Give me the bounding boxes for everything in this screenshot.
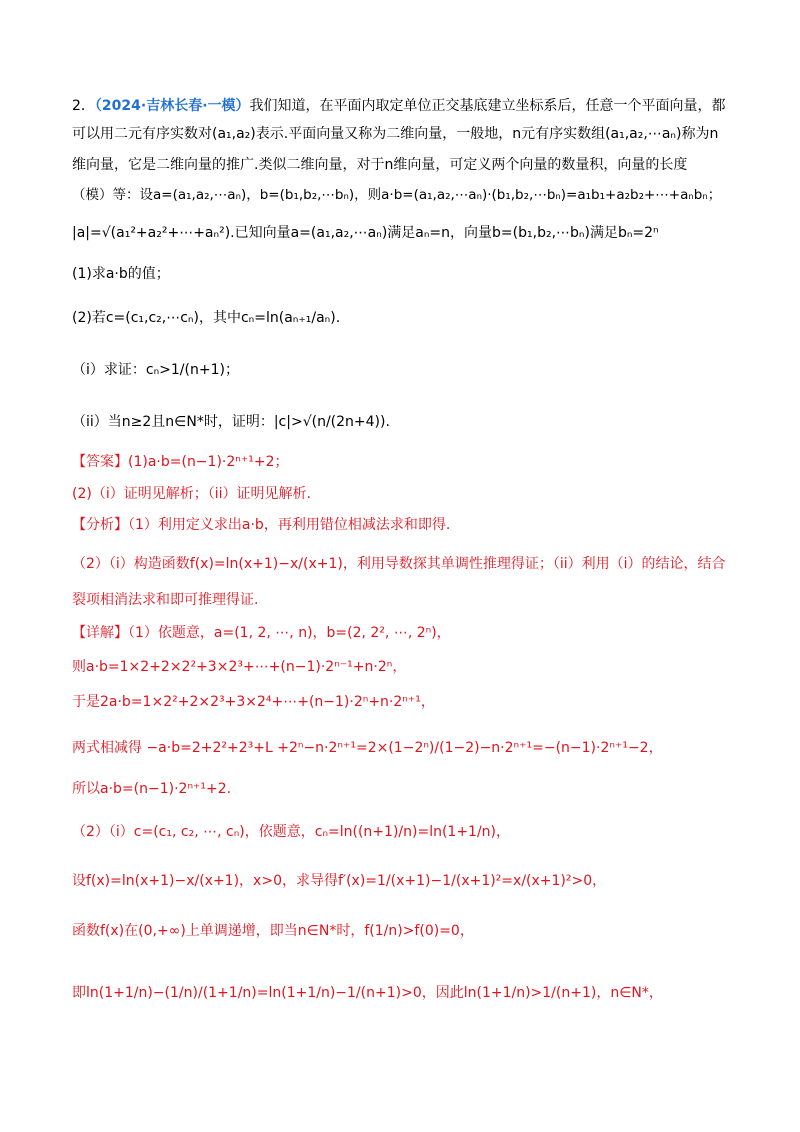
detail-line-2: 则a·b=1×2+2×2²+3×2³+⋯+(n−1)·2ⁿ⁻¹+n·2ⁿ， xyxy=(72,659,407,675)
problem-line-3: 维向量，它是二维向量的推广.类似二维向量，对于n维向量，可定义两个向量的数量积，向量的长度 xyxy=(72,157,688,173)
analysis-line-1: 【分析】（1）利用定义求出a·b，再利用错位相减法求和即得. xyxy=(72,517,451,533)
problem-text-1: 我们知道，在平面内取定单位正交基底建立坐标系后，任意一个平面向量，都 xyxy=(249,98,726,114)
question-1: (1)求a·b的值； xyxy=(72,266,170,282)
detail-line-9: 即ln(1+1/n)−(1/n)/(1+1/n)=ln(1+1/n)−1/(n+1)>0，因此ln(1+1/n)>1/(n+1)，n∈N*， xyxy=(72,985,663,1001)
problem-line-5: |a|=√(a₁²+a₂²+⋯+aₙ²).已知向量a=(a₁,a₂,⋯aₙ)满足aₙ=n，向量b=(b₁,b₂,⋯bₙ)满足bₙ=2ⁿ xyxy=(72,225,659,241)
detail-line-3: 于是2a·b=1×2²+2×2³+3×2⁴+⋯+(n−1)·2ⁿ+n·2ⁿ⁺¹， xyxy=(72,694,435,710)
detail-line-1: 【详解】（1）依题意，a=(1, 2, ⋯, n)，b=(2, 2², ⋯, 2ⁿ)， xyxy=(72,625,451,641)
detail-line-6: （2）（i）c=(c₁, c₂, ⋯, cₙ)，依题意，cₙ=ln((n+1)/n)=ln(1+1/n)， xyxy=(72,824,511,840)
question-2-ii: （ii）当n≥2且n∈N*时，证明：|c|>√(n/(2n+4)). xyxy=(72,414,390,430)
question-2: (2)若c=(c₁,c₂,⋯cₙ)，其中cₙ=ln(aₙ₊₁/aₙ). xyxy=(72,310,341,326)
detail-line-7: 设f(x)=ln(x+1)−x/(x+1)，x>0，求导得f′(x)=1/(x+1)−1/(x+1)²=x/(x+1)²>0， xyxy=(72,873,607,889)
problem-line-1 xyxy=(72,96,728,116)
problem-source: （2024·吉林长春·一模） xyxy=(94,98,250,114)
detail-line-4: 两式相减得 −a·b=2+2²+2³+L +2ⁿ−n·2ⁿ⁺¹=2×(1−2ⁿ)/(1−2)−n·2ⁿ⁺¹=−(n−1)·2ⁿ⁺¹−2， xyxy=(72,740,663,756)
problem-line-2: 可以用二元有序实数对(a₁,a₂)表示.平面向量又称为二维向量，一般地，n元有序实数组(a₁,a₂,⋯aₙ)称为n xyxy=(72,126,719,142)
problem-line-4: （模）等：设a=(a₁,a₂,⋯aₙ)，b=(b₁,b₂,⋯bₙ)，则a·b=(a₁,a₂,⋯aₙ)·(b₁,b₂,⋯bₙ)=a₁b₁+a₂b₂+⋯+aₙbₙ； xyxy=(72,187,722,203)
detail-line-8: 函数f(x)在(0,+∞)上单调递增，即当n∈N*时，f(1/n)>f(0)=0， xyxy=(72,923,474,939)
question-2-i: （i）求证：cₙ>1/(n+1)； xyxy=(72,362,239,378)
answer-line-2: (2)（i）证明见解析；（ii）证明见解析. xyxy=(72,486,311,502)
analysis-line-2: （2）（i）构造函数f(x)=ln(x+1)−x/(x+1)，利用导数探其单调性推理得证；（ii）利用（i）的结论，结合 xyxy=(72,556,726,572)
problem-number: 2． xyxy=(72,98,95,114)
answer-line-1: 【答案】(1)a·b=(n−1)·2ⁿ⁺¹+2； xyxy=(72,454,289,470)
detail-line-5: 所以a·b=(n−1)·2ⁿ⁺¹+2. xyxy=(72,781,232,797)
analysis-line-3: 裂项相消法求和即可推理得证. xyxy=(72,592,259,608)
